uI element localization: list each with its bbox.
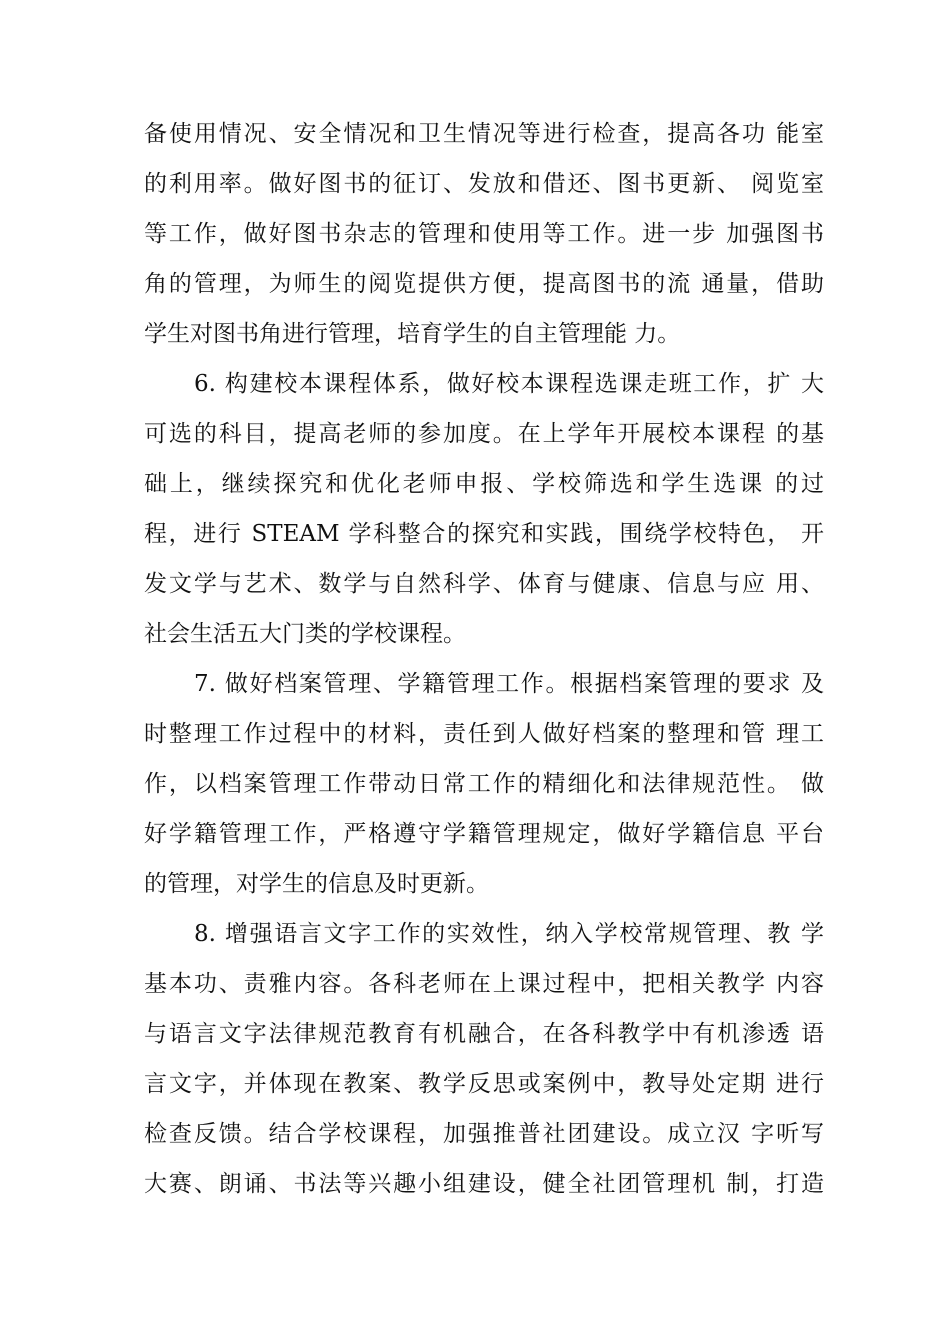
text-line: 础上，继续探究和优化老师申报、学校筛选和学生选课 的过 <box>144 471 824 497</box>
text-line: 发文学与艺术、数学与自然科学、体育与健康、信息与应 用、 <box>144 571 824 597</box>
paragraph-7-first-line: 7. 做好档案管理、学籍管理工作。根据档案管理的要求 及 <box>194 671 824 697</box>
text-line: 作，以档案管理工作带动日常工作的精细化和法律规范性。 做 <box>144 771 824 797</box>
text-line: 等工作，做好图书杂志的管理和使用等工作。进一步 加强图书 <box>144 221 824 247</box>
text-line: 时整理工作过程中的材料，责任到人做好档案的整理和管 理工 <box>144 721 824 747</box>
text-line: 与语言文字法律规范教育有机融合，在各科教学中有机渗透 语 <box>144 1021 824 1047</box>
text-line: 好学籍管理工作，严格遵守学籍管理规定，做好学籍信息 平台 <box>144 821 824 847</box>
text-line: 基本功、责雅内容。各科老师在上课过程中，把相关教学 内容 <box>144 971 824 997</box>
text-line: 可选的科目，提高老师的参加度。在上学年开展校本课程 的基 <box>144 421 824 447</box>
text-line: 大赛、朗诵、书法等兴趣小组建设，健全社团管理机 制，打造 <box>144 1171 824 1197</box>
text-line: 检查反馈。结合学校课程，加强推普社团建设。成立汉 字听写 <box>144 1121 824 1147</box>
text-line: 言文字，并体现在教案、教学反思或案例中，教导处定期 进行 <box>144 1071 824 1097</box>
paragraph-6-first-line: 6. 构建校本课程体系，做好校本课程选课走班工作，扩 大 <box>194 371 824 397</box>
text-line: 的管理，对学生的信息及时更新。 <box>144 871 489 897</box>
paragraph-8-first-line: 8. 增强语言文字工作的实效性，纳入学校常规管理、教 学 <box>194 921 824 947</box>
text-line: 备使用情况、安全情况和卫生情况等进行检查，提高各功 能室 <box>144 121 824 147</box>
text-line: 程，进行 STEAM 学科整合的探究和实践，围绕学校特色， 开 <box>144 521 824 547</box>
text-line: 社会生活五大门类的学校课程。 <box>144 621 466 647</box>
text-line: 学生对图书角进行管理，培育学生的自主管理能 力。 <box>144 321 681 347</box>
text-line: 的利用率。做好图书的征订、发放和借还、图书更新、 阅览室 <box>144 171 824 197</box>
text-line: 角的管理，为师生的阅览提供方便，提高图书的流 通量，借助 <box>144 271 824 297</box>
